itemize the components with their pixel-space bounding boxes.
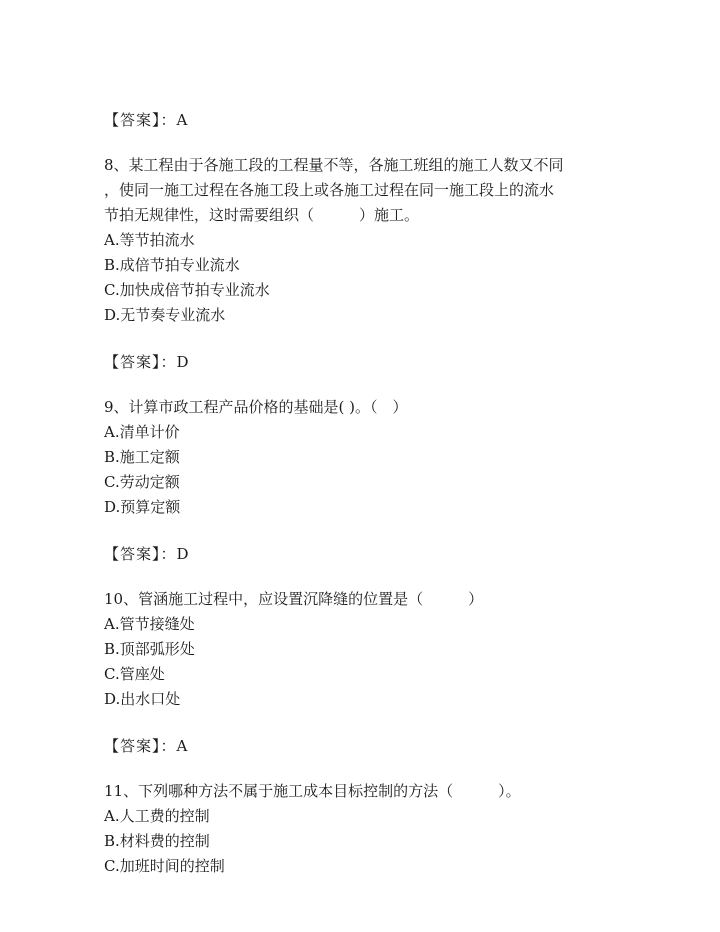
option-b: B.顶部弧形处: [104, 640, 195, 658]
answer-line: 【答案】：A: [104, 737, 189, 755]
question-text: 8、某工程由于各施工段的工程量不等，各施工班组的施工人数又不同: [104, 156, 564, 174]
option-d: D.预算定额: [104, 498, 181, 516]
answer-line: 【答案】：D: [104, 353, 190, 371]
option-b: B.成倍节拍专业流水: [104, 256, 240, 274]
option-a: A.等节拍流水: [104, 231, 195, 249]
option-c: C.加班时间的控制: [104, 857, 225, 875]
question-text: ，使同一施工过程在各施工段上或各施工过程在同一施工段上的流水: [104, 181, 555, 199]
option-b: B.材料费的控制: [104, 832, 210, 850]
option-a: A.清单计价: [104, 423, 180, 441]
question-text: 节拍无规律性，这时需要组织（ ）施工。: [104, 206, 420, 224]
option-d: D.出水口处: [104, 690, 181, 708]
option-c: C.劳动定额: [104, 473, 180, 491]
answer-line: 【答案】：D: [104, 545, 190, 563]
option-a: A.人工费的控制: [104, 807, 210, 825]
question-text: 9、计算市政工程产品价格的基础是( )。（ ）: [104, 398, 408, 416]
question-block-8: [104, 153, 624, 375]
option-c: C.加快成倍节拍专业流水: [104, 281, 270, 299]
question-text: 10、管涵施工过程中，应设置沉降缝的位置是（ ）: [104, 590, 484, 608]
option-d: D.无节奏专业流水: [104, 306, 226, 324]
option-b: B.施工定额: [104, 448, 180, 466]
question-text: 11、下列哪种方法不属于施工成本目标控制的方法（ ）。: [104, 782, 521, 800]
question-block-9: [104, 395, 624, 567]
option-c: C.管座处: [104, 665, 165, 683]
document-page: [104, 108, 624, 879]
question-block-11: [104, 779, 624, 879]
answer-line: 【答案】：A: [104, 111, 189, 129]
option-a: A.管节接缝处: [104, 615, 195, 633]
question-block-10: [104, 587, 624, 759]
